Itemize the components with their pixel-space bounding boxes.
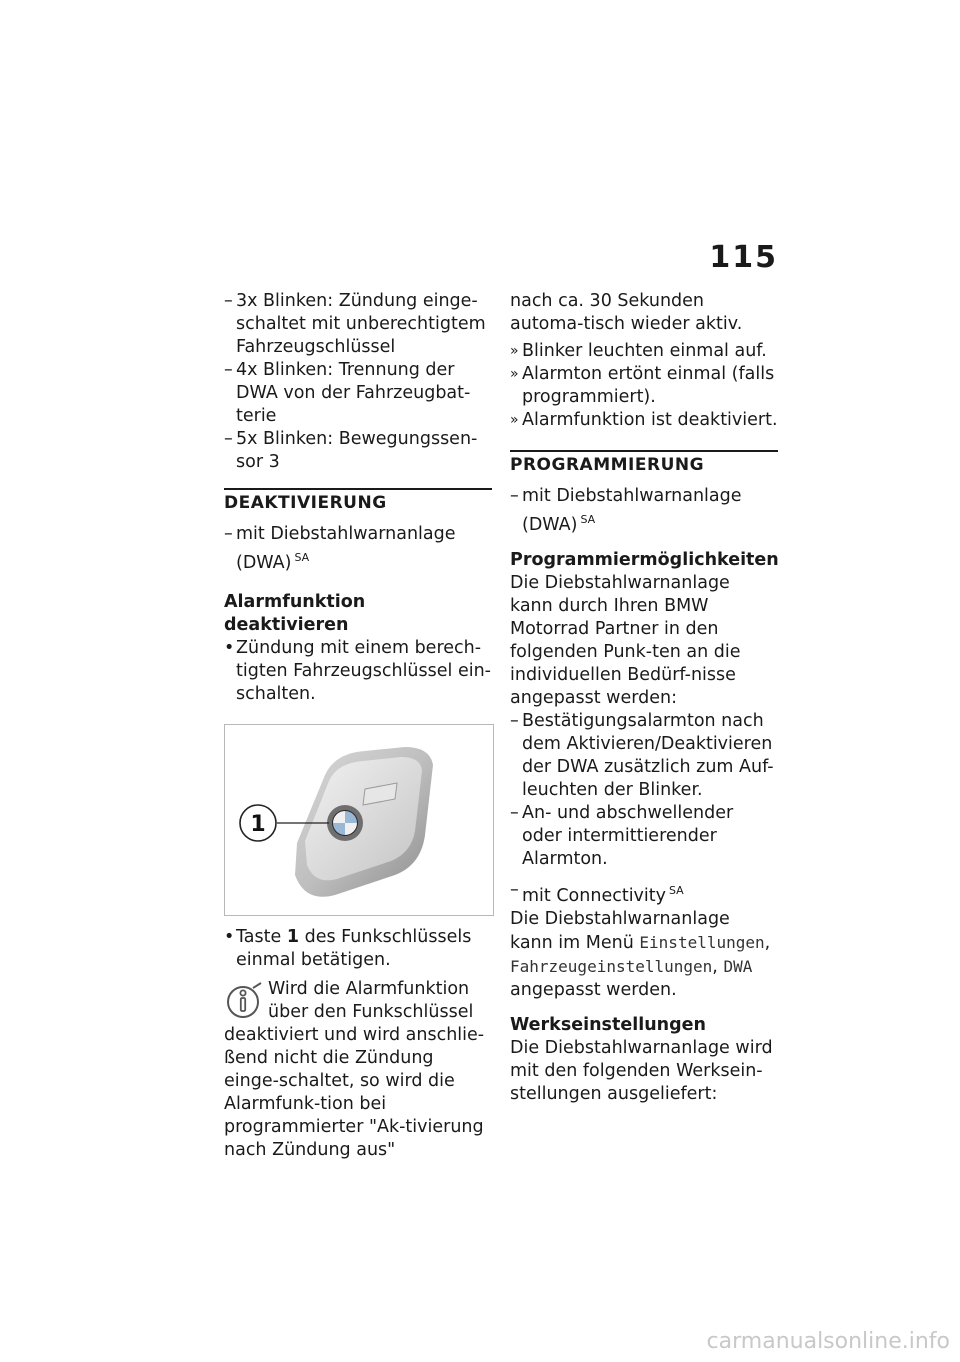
paragraph: Die Diebstahlwarnanlage kann durch Ihren BMW Motorrad Partner in den folgenden Punk-ten an die individuellen Bedürf-nisse angepasst werden: — [510, 573, 741, 708]
subheading-alarm: Alarmfunktion deaktivieren — [224, 592, 366, 635]
precondition — [224, 523, 492, 575]
option-item: – Bestätigungsalarmton nach dem Aktivieren/Deaktivieren der DWA zusätzlich zum Auf-leuchten der Blinker. — [510, 710, 778, 802]
menu-path: Einstellungen — [639, 933, 765, 952]
watermark: carmanualsonline.info — [706, 1329, 950, 1354]
precondition-text: mit Diebstahlwarnanlage (DWA) — [236, 524, 456, 573]
subheading-moeglichkeiten: Programmiermöglichkeiten — [510, 550, 779, 570]
result-item: » Alarmfunktion ist deaktiviert. — [510, 409, 778, 432]
list-item: – 3x Blinken: Zündung einge-schaltet mit unberechtigtem Fahrzeugschlüssel — [224, 290, 492, 359]
paragraph: Die Diebstahlwarnanlage kann im Menü Einstellungen, Fahrzeugeinstellungen, DWA angepasst werden. — [510, 909, 771, 1000]
paragraph: Die Diebstahlwarnanlage wird mit den folgenden Werksein-stellungen ausgeliefert: — [510, 1038, 773, 1104]
key-fob-illustration — [225, 725, 493, 915]
left-column — [224, 290, 492, 1162]
figure-callout-1: 1 — [250, 812, 266, 837]
sa-marker: SA — [669, 884, 684, 897]
result-item: » Blinker leuchten einmal auf. — [510, 340, 778, 363]
sa-marker: SA — [294, 551, 310, 564]
subheading-werk: Werkseinstellungen — [510, 1015, 706, 1035]
info-icon — [224, 980, 264, 1020]
info-text: deaktiviert und wird anschlie-ßend nicht die Zündung einge-schaltet, so wird die Alarmfunk-tion bei programmierter "Ak-tivierung nach Zündung aus" — [224, 1025, 485, 1160]
step-item: • Taste 1 des Funkschlüssels einmal betätigen. — [224, 926, 492, 972]
list-item: – 4x Blinken: Trennung der DWA von der Fahrzeugbat-terie — [224, 359, 492, 428]
key-reference: 1 — [286, 927, 300, 947]
page-number: 115 — [709, 240, 778, 275]
info-text: über den Funkschlüssel — [268, 1002, 474, 1022]
menu-path: DWA — [723, 957, 753, 976]
right-column — [510, 290, 778, 1106]
menu-path: Fahrzeugeinstellungen — [510, 957, 713, 976]
paragraph: nach ca. 30 Sekunden automa-tisch wieder aktiv. — [510, 291, 743, 334]
section-heading-programmierung: PROGRAMMIERUNG — [510, 450, 778, 477]
option-item: – An- und abschwellender oder intermittierender Alarmton. — [510, 802, 778, 871]
precondition: – mit Connectivity $^{SA}$ — [510, 879, 778, 908]
key-fob-figure — [224, 724, 494, 916]
section-heading-deaktivierung: DEAKTIVIERUNG — [224, 488, 492, 515]
result-item: » Alarmton ertönt einmal (falls programmiert). — [510, 363, 778, 409]
step-item: • Zündung mit einem berech-tigten Fahrzeugschlüssel ein-schalten. — [224, 637, 492, 706]
precondition: – mit Diebstahlwarnanlage (DWA) $^{SA}$ — [510, 485, 778, 537]
list-item: – 5x Blinken: Bewegungssen-sor 3 — [224, 428, 492, 474]
info-text: Wird die Alarmfunktion — [268, 979, 470, 999]
info-note — [224, 978, 492, 1162]
sa-marker: SA — [580, 513, 596, 526]
